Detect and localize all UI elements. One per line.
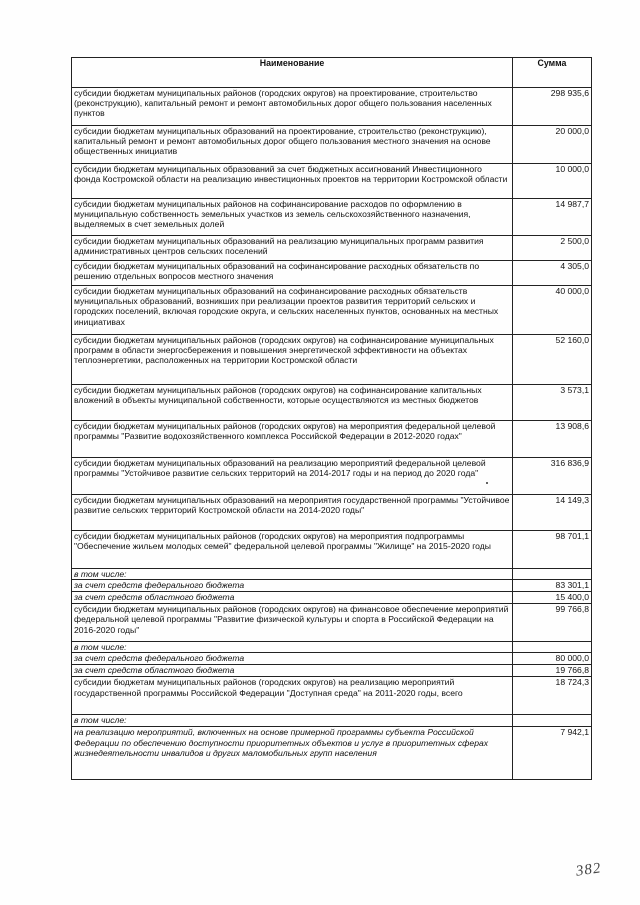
table-row [72, 495, 592, 531]
table-body [72, 88, 592, 780]
row-sum: 19 766,8 [513, 665, 592, 677]
row-sum: 15 400,0 [513, 592, 592, 604]
table-row [72, 665, 592, 677]
table-row [72, 88, 592, 126]
table-row [72, 421, 592, 458]
row-sum: 2 500,0 [513, 236, 592, 261]
row-name: субсидии бюджетам муниципальных районов (городских округов) на софинансирование муниципальных программ в области энергосбережения и повышения энергетической эффективности на объектах теплоэнергетики, расположенных на территории Костромской области [72, 335, 513, 385]
row-name: в том числе: [72, 715, 513, 727]
row-name: субсидии бюджетам муниципальных образований на проектирование, строительство (реконструкцию), капитальный ремонт и ремонт автомобильных дорог общего пользования местного значения на основе общественных инициатив [72, 126, 513, 164]
table-row [72, 677, 592, 715]
row-name: субсидии бюджетам муниципальных районов (городских округов) на реализацию мероприятий государственной программы Российской Федерации "Доступная среда" на 2011-2020 годы, всего [72, 677, 513, 715]
row-sum: 83 301,1 [513, 580, 592, 592]
row-sum [513, 642, 592, 653]
row-sum: 99 766,8 [513, 604, 592, 642]
row-sum: 98 701,1 [513, 531, 592, 569]
page-number: 382 [574, 860, 603, 880]
row-sum: 20 000,0 [513, 126, 592, 164]
stray-mark [486, 482, 488, 484]
row-name: в том числе: [72, 569, 513, 580]
row-name: за счет средств федерального бюджета [72, 653, 513, 665]
budget-table [71, 57, 592, 780]
row-name: за счет средств областного бюджета [72, 665, 513, 677]
table-row [72, 458, 592, 495]
row-name: субсидии бюджетам муниципальных районов (городских округов) на финансовое обеспечение мероприятий федеральной целевой программы "Развитие физической культуры и спорта в Российской Федерации на 2016-2020 годы" [72, 604, 513, 642]
row-name: субсидии бюджетам муниципальных образований за счет бюджетных ассигнований Инвестиционного фонда Костромской области на реализацию инвестиционных проектов на территории Костромской области [72, 164, 513, 199]
row-sum [513, 715, 592, 727]
row-sum: 4 305,0 [513, 261, 592, 286]
table-row [72, 335, 592, 385]
row-sum: 316 836,9 [513, 458, 592, 495]
row-sum: 13 908,6 [513, 421, 592, 458]
row-name: субсидии бюджетам муниципальных образований на софинансирование расходных обязательств муниципальных образований, возникших при реализации проектов развития территорий сельских и городских поселений, включая городские округа, и сельских населенных пунктов, основанных на местных инициативах [72, 286, 513, 335]
row-sum [513, 569, 592, 580]
table-header-row [72, 58, 592, 88]
row-sum: 7 942,1 [513, 727, 592, 780]
row-name: в том числе: [72, 642, 513, 653]
table-row [72, 592, 592, 604]
row-sum: 3 573,1 [513, 385, 592, 421]
table-row [72, 236, 592, 261]
table-row [72, 286, 592, 335]
row-name: за счет средств федерального бюджета [72, 580, 513, 592]
row-name: субсидии бюджетам муниципальных районов (городских округов) на мероприятия федеральной целевой программы "Развитие водохозяйственного комплекса Российской Федерации в 2012-2020 годах" [72, 421, 513, 458]
row-name: субсидии бюджетам муниципальных образований на мероприятия государственной программы "Устойчивое развитие сельских территорий Костромской области на 2014-2020 годы" [72, 495, 513, 531]
row-name: субсидии бюджетам муниципальных образований на реализацию муниципальных программ развития административных центров сельских поселений [72, 236, 513, 261]
row-name: субсидии бюджетам муниципальных образований на реализацию мероприятий федеральной целевой программы "Устойчивое развитие сельских территорий на 2014-2017 годы и на период до 2020 года" [72, 458, 513, 495]
table-row [72, 580, 592, 592]
row-name: субсидии бюджетам муниципальных районов на софинансирование расходов по оформлению в муниципальную собственность земельных участков из земель сельскохозяйственного назначения, выделяемых в счет земельных долей [72, 199, 513, 236]
row-name: субсидии бюджетам муниципальных образований на софинансирование расходных обязательств по решению отдельных вопросов местного значения [72, 261, 513, 286]
row-sum: 18 724,3 [513, 677, 592, 715]
table-row [72, 727, 592, 780]
row-name: субсидии бюджетам муниципальных районов (городских округов) на проектирование, строительство (реконструкцию), капитальный ремонт и ремонт автомобильных дорог общего пользования населенных пунктов [72, 88, 513, 126]
table-row [72, 569, 592, 580]
table-row [72, 164, 592, 199]
row-name: субсидии бюджетам муниципальных районов (городских округов) на софинансирование капитальных вложений в объекты муниципальной собственности, которые осуществляются из местных бюджетов [72, 385, 513, 421]
header-sum: Сумма [513, 58, 592, 88]
row-sum: 40 000,0 [513, 286, 592, 335]
row-name: субсидии бюджетам муниципальных районов (городских округов) на мероприятия подпрограммы "Обеспечение жильем молодых семей" федеральной целевой программы "Жилище" на 2015-2020 годы [72, 531, 513, 569]
row-sum: 10 000,0 [513, 164, 592, 199]
table-row [72, 199, 592, 236]
row-sum: 298 935,6 [513, 88, 592, 126]
table-row [72, 715, 592, 727]
table-row [72, 385, 592, 421]
table-row [72, 653, 592, 665]
table-row [72, 604, 592, 642]
row-sum: 80 000,0 [513, 653, 592, 665]
header-name: Наименование [72, 58, 513, 88]
row-name: на реализацию мероприятий, включенных на основе примерной программы субъекта Российской Федерации по обеспечению доступности приоритетных объектов и услуг в приоритетных сферах жизнедеятельности инвалидов и других маломобильных групп населения [72, 727, 513, 780]
table-row [72, 642, 592, 653]
table-row [72, 126, 592, 164]
row-sum: 14 149,3 [513, 495, 592, 531]
table-row [72, 261, 592, 286]
row-name: за счет средств областного бюджета [72, 592, 513, 604]
row-sum: 14 987,7 [513, 199, 592, 236]
row-sum: 52 160,0 [513, 335, 592, 385]
table-row [72, 531, 592, 569]
